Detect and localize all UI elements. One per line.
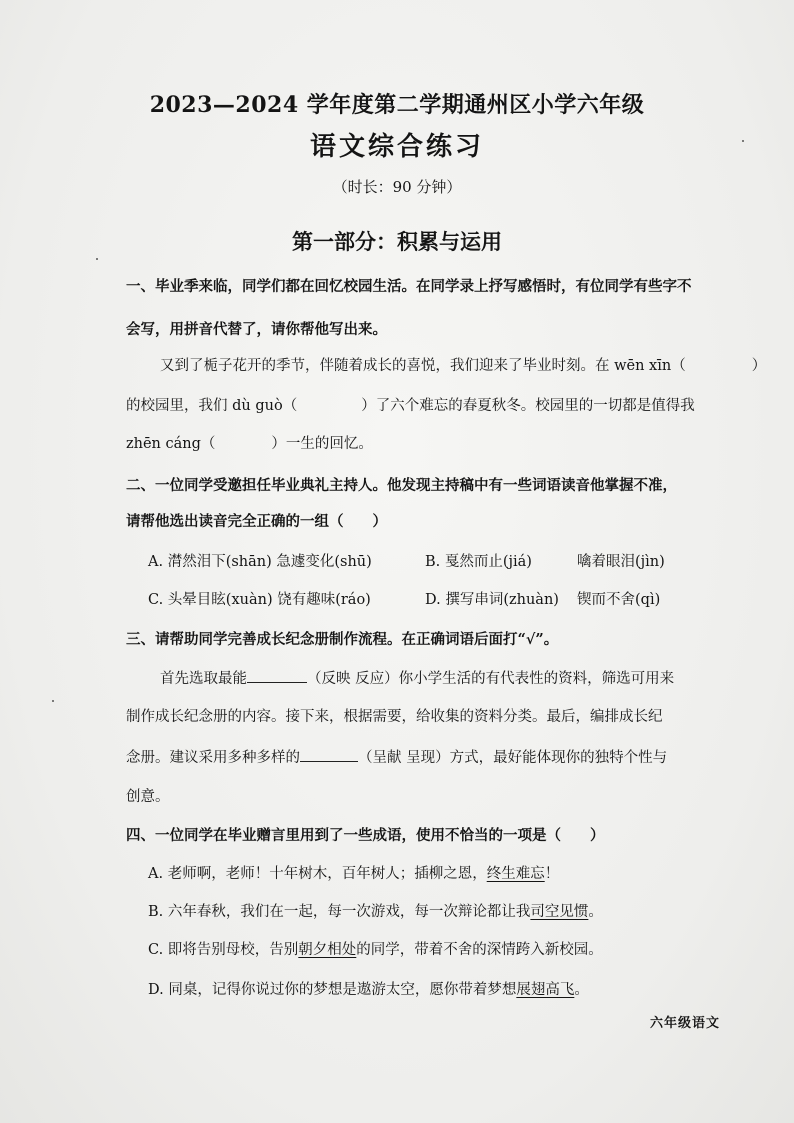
q2-option-d-word2: 锲而不舍(qì) xyxy=(577,592,661,608)
q1-text: ）一生的回忆。 xyxy=(271,436,373,452)
q2-option-b[interactable]: B. 戛然而止(jiá) xyxy=(425,554,532,570)
q4-underlined-idiom: 司空见惯 xyxy=(530,904,589,920)
q4-text: D. 同桌，记得你说过你的梦想是遨游太空，愿你带着梦想 xyxy=(148,982,517,998)
page-footer: 六年级语文 xyxy=(650,1016,721,1031)
q2-option-c[interactable]: C. 头晕目眩(xuàn) 饶有趣味(ráo) xyxy=(148,592,371,608)
q3-passage-line3 xyxy=(126,747,711,768)
q1-stem-line1: 一、毕业季来临，同学们都在回忆校园生活。在同学录上抒写感悟时，有位同学有些字不 xyxy=(126,278,692,295)
q4-underlined-idiom: 展翅高飞 xyxy=(516,982,575,998)
exam-subtitle: 语文综合练习 xyxy=(309,132,484,162)
q4-underlined-idiom: 终生难忘 xyxy=(486,866,545,882)
exam-title: 2023—2024 学年度第二学期通州区小学六年级 xyxy=(149,92,645,118)
exam-duration: （时长：90 分钟） xyxy=(332,178,462,196)
q4-option-b[interactable] xyxy=(148,902,733,922)
q4-text: 的同学，带着不舍的深情跨入新校园。 xyxy=(356,942,603,958)
q4-text: B. 六年春秋，我们在一起，每一次游戏，每一次辩论都让我 xyxy=(148,904,531,920)
q4-option-c[interactable] xyxy=(148,940,733,960)
part-heading: 第一部分：积累与运用 xyxy=(292,229,502,254)
q1-text: zhēn cáng（ xyxy=(126,436,216,452)
q3-text: 首先选取最能 xyxy=(160,671,247,687)
scan-speck xyxy=(742,140,744,142)
q1-text: 的校园里，我们 dù guò（ xyxy=(126,398,298,414)
q1-text: 又到了栀子花开的季节，伴随着成长的喜悦，我们迎来了毕业时刻。在 wēn xīn（ xyxy=(160,358,686,374)
q3-blank-2[interactable] xyxy=(300,747,358,762)
scan-speck xyxy=(96,258,98,260)
q4-stem: 四、一位同学在毕业赠言里用到了一些成语，使用不恰当的一项是（ ） xyxy=(126,827,605,844)
q4-text: C. 即将告别母校，告别 xyxy=(148,942,299,958)
q3-stem: 三、请帮助同学完善成长纪念册制作流程。在正确词语后面打“√”。 xyxy=(126,631,559,648)
q4-text: A. 老师啊，老师！十年树木，百年树人；插柳之恩， xyxy=(148,866,487,882)
q3-passage-line1 xyxy=(160,668,712,689)
scan-speck xyxy=(52,700,54,702)
q3-text: 念册。建议采用多种多样的 xyxy=(126,750,300,766)
q3-passage-line4: 创意。 xyxy=(126,789,170,805)
q3-passage-line2: 制作成长纪念册的内容。接下来，根据需要，给收集的资料分类。最后，编排成长纪 xyxy=(126,709,663,725)
q4-underlined-idiom: 朝夕相处 xyxy=(298,942,357,958)
q1-passage-line1 xyxy=(160,356,767,376)
q1-passage-line3 xyxy=(126,434,711,454)
q4-option-d[interactable] xyxy=(148,980,733,1000)
q3-blank-1[interactable] xyxy=(247,668,307,683)
q3-text: （反映 反应）你小学生活的有代表性的资料，筛选可用来 xyxy=(307,671,675,687)
q4-text: 。 xyxy=(588,904,603,920)
q2-option-d[interactable]: D. 撰写串词(zhuàn) xyxy=(425,592,559,608)
q1-text: ） xyxy=(751,358,767,374)
q2-stem-line2: 请帮他选出读音完全正确的一组（ ） xyxy=(126,513,387,530)
q2-option-a[interactable]: A. 潸然泪下(shān) 急遽变化(shū) xyxy=(148,554,372,570)
q4-text: ！ xyxy=(544,866,560,882)
q1-text: ）了六个难忘的春夏秋冬。校园里的一切都是值得我 xyxy=(361,398,695,414)
q1-stem-line2: 会写，用拼音代替了，请你帮他写出来。 xyxy=(126,321,387,338)
q4-option-a[interactable] xyxy=(148,864,733,884)
q2-option-b-word2: 噙着眼泪(jìn) xyxy=(577,554,665,570)
q2-stem-line1: 二、一位同学受邀担任毕业典礼主持人。他发现主持稿中有一些词语读音他掌握不准， xyxy=(126,477,677,494)
q4-text: 。 xyxy=(574,982,589,998)
q3-text: （呈献 呈现）方式，最好能体现你的独特个性与 xyxy=(358,750,668,766)
q1-passage-line2 xyxy=(126,396,711,416)
